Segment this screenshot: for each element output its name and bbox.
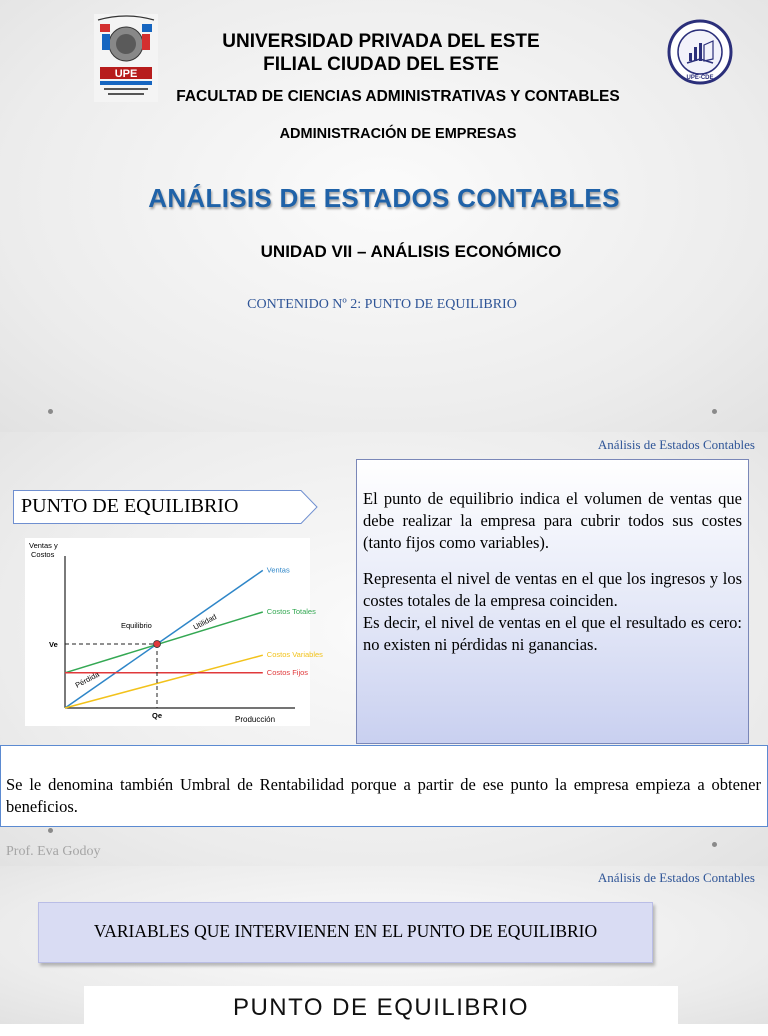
- break-even-chart-svg: [25, 538, 323, 726]
- series-label-costos-totales: Costos Totales: [266, 607, 316, 616]
- ve-label: Ve: [49, 640, 58, 649]
- loss-annotation: Pérdida: [73, 669, 101, 690]
- series-line-ventas: [65, 570, 263, 708]
- definition-paragraph-2: Representa el nivel de ventas en el que los ingresos y los costes totales de la empresa coinciden.: [363, 569, 742, 610]
- threshold-note-text: Se le denomina también Umbral de Rentabilidad porque a partir de ese punto la empresa empieza a obtener beneficios.: [6, 775, 761, 816]
- section-banner-label: PUNTO DE EQUILIBRIO: [21, 495, 239, 517]
- equilibrium-label: Equilibrio: [121, 621, 152, 630]
- logo-left-label: UPE: [114, 68, 138, 80]
- section-banner: [13, 490, 318, 524]
- slide-dot: [712, 409, 717, 414]
- y-axis-label-1: Ventas y: [29, 541, 58, 550]
- content-subtitle: CONTENIDO Nº 2: PUNTO DE EQUILIBRIO: [247, 297, 517, 312]
- campus-name: FILIAL CIUDAD DEL ESTE: [263, 54, 499, 75]
- slide-dot: [48, 409, 53, 414]
- variables-title-box: [38, 902, 653, 963]
- logo-right-label: UPE-CDE: [686, 75, 714, 81]
- slide-break-even: [0, 432, 768, 866]
- break-even-chart: [25, 538, 323, 726]
- slide-header: Análisis de Estados Contables: [597, 870, 755, 885]
- break-even-image-strip: [84, 986, 678, 1036]
- series-label-costos-variables: Costos Variables: [266, 650, 323, 660]
- profit-annotation: Utilidad: [191, 612, 219, 632]
- qe-label: Qe: [152, 711, 163, 720]
- series-label-costos-fijos: Costos Fijos: [266, 667, 309, 677]
- equilibrium-point: [154, 641, 161, 648]
- faculty-name: FACULTAD DE CIENCIAS ADMINISTRATIVAS Y CONTABLES: [176, 88, 620, 105]
- slide-title: [0, 0, 768, 432]
- variables-title: VARIABLES QUE INTERVIENEN EN EL PUNTO DE EQUILIBRIO: [93, 921, 598, 941]
- slide-variables: [0, 866, 768, 1024]
- y-axis-label-2: Costos: [31, 550, 55, 559]
- slide-dot: [712, 842, 717, 847]
- definition-box: [356, 459, 749, 744]
- definition-paragraph-3: Es decir, el nivel de ventas en el que el resultado es cero: no existen ni pérdidas ni ganancias.: [363, 613, 742, 654]
- author-footer: Prof. Eva Godoy: [6, 844, 101, 859]
- university-name: UNIVERSIDAD PRIVADA DEL ESTE: [222, 31, 540, 52]
- x-axis-label: Producción: [235, 715, 276, 724]
- university-logo-right: [667, 19, 733, 85]
- series-label-ventas: Ventas: [266, 565, 290, 575]
- threshold-note-box: [0, 745, 768, 827]
- break-even-image-title: PUNTO DE EQUILIBRIO: [232, 994, 530, 1021]
- definition-paragraph-1: El punto de equilibrio indica el volumen de ventas que debe realizar la empresa para cubrir todos sus costes (tanto fijos como variables).: [363, 489, 742, 552]
- unit-title: UNIDAD VII – ANÁLISIS ECONÓMICO: [260, 242, 562, 261]
- career-name: ADMINISTRACIÓN DE EMPRESAS: [279, 126, 517, 142]
- course-title: ANÁLISIS DE ESTADOS CONTABLES: [148, 183, 620, 213]
- slide-dot: [48, 828, 53, 833]
- slide-header: Análisis de Estados Contables: [597, 437, 755, 452]
